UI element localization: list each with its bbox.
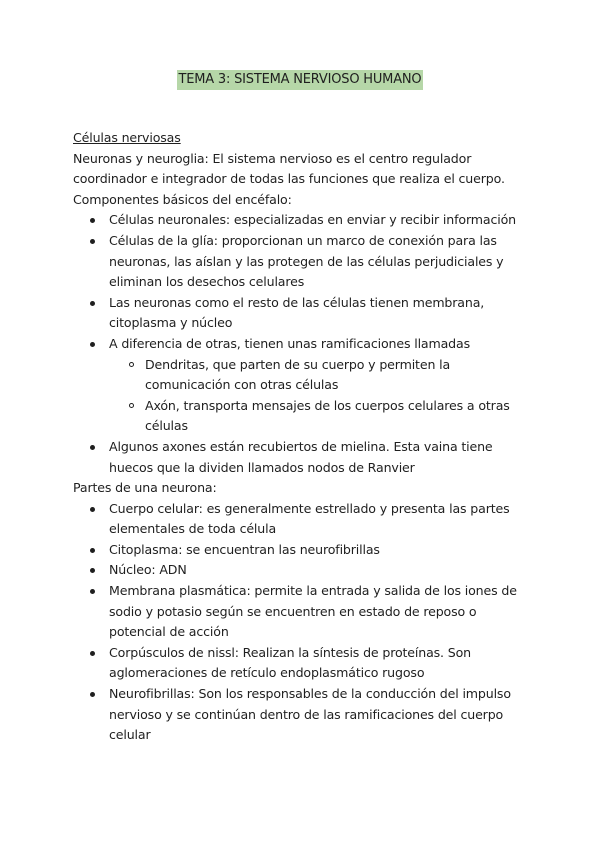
list-item-text: A diferencia de otras, tienen unas ramificaciones llamadas — [109, 335, 470, 351]
list-item — [73, 560, 533, 581]
components-list-continued — [73, 437, 533, 478]
parts-list — [73, 499, 533, 746]
sub-list-item — [73, 355, 533, 396]
ramifications-sublist — [73, 355, 533, 437]
page-title: TEMA 3: SISTEMA NERVIOSO HUMANO — [177, 70, 424, 90]
list-item — [73, 499, 533, 540]
list-item-text: eliminan los desechos celulares — [109, 274, 305, 290]
list-item-text: Células neuronales: especializadas en enviar y recibir información — [109, 212, 516, 228]
list-item-text: huecos que la dividen llamados nodos de Ranvier — [109, 459, 415, 475]
sub-list-item — [73, 396, 533, 437]
title-container — [0, 68, 600, 90]
list-item — [73, 684, 533, 746]
list-item — [73, 293, 533, 334]
list-item — [73, 540, 533, 561]
sub-list-item-text: células — [145, 418, 188, 434]
sub-list-item-text: Dendritas, que parten de su cuerpo y permiten la — [145, 356, 451, 372]
list-item-text: celular — [109, 727, 151, 743]
list-item-text: elementales de toda célula — [109, 521, 277, 537]
list-item-text: potencial de acción — [109, 624, 229, 640]
intro-line: Componentes básicos del encéfalo: — [73, 191, 292, 207]
document-body — [73, 128, 533, 746]
list-item-text: neuronas, las aíslan y las protegen de las células perjudiciales y — [109, 253, 504, 269]
list-item-text: Algunos axones están recubiertos de mielina. Esta vaina tiene — [109, 438, 493, 454]
list-item-text: Células de la glía: proporcionan un marco de conexión para las — [109, 232, 497, 248]
list-item — [73, 643, 533, 684]
list-item-text: Núcleo: ADN — [109, 562, 187, 578]
list-item — [73, 437, 533, 478]
sub-list-item-text: Axón, transporta mensajes de los cuerpos celulares a otras — [145, 397, 510, 413]
list-item-text: Citoplasma: se encuentran las neurofibrillas — [109, 541, 380, 557]
list-item-text: sodio y potasio según se encuentren en estado de reposo o — [109, 603, 477, 619]
list-item-text: Membrana plasmática: permite la entrada y salida de los iones de — [109, 583, 517, 599]
list-item-text: Las neuronas como el resto de las células tienen membrana, — [109, 294, 485, 310]
list-item-text: Cuerpo celular: es generalmente estrellado y presenta las partes — [109, 500, 510, 516]
list-item-text: nervioso y se continúan dentro de las ramificaciones del cuerpo — [109, 706, 504, 722]
components-list — [73, 210, 533, 354]
list-item — [73, 581, 533, 643]
intro-line: coordinador e integrador de todas las funciones que realiza el cuerpo. — [73, 171, 505, 187]
intro-line: Neuronas y neuroglia: El sistema nervioso es el centro regulador — [73, 150, 472, 166]
list-item — [73, 231, 533, 293]
sub-list-item-text: comunicación con otras células — [145, 377, 339, 393]
list-item — [73, 334, 533, 355]
list-item-text: Corpúsculos de nissl: Realizan la síntesis de proteínas. Son — [109, 644, 471, 660]
list-item-text: aglomeraciones de retículo endoplasmático rugoso — [109, 665, 425, 681]
parts-heading: Partes de una neurona: — [73, 480, 217, 496]
list-item-text: citoplasma y núcleo — [109, 315, 233, 331]
list-item — [73, 210, 533, 231]
list-item-text: Neurofibrillas: Son los responsables de la conducción del impulso — [109, 686, 511, 702]
section-heading: Células nerviosas — [73, 130, 181, 145]
